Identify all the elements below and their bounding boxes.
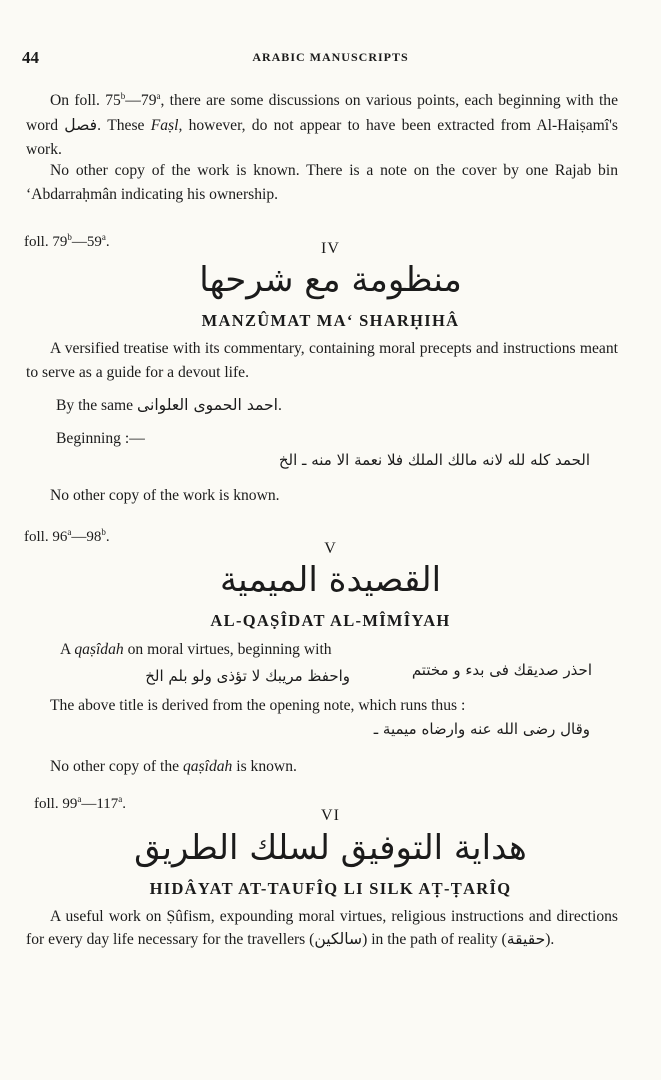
superscript: a <box>156 91 161 101</box>
description-iv: A versified treatise with its commentary, containing moral precepts and instructions meant to serve as a guide for a devout life. <box>26 340 618 381</box>
superscript: a <box>67 527 72 537</box>
arabic-word: سالكين <box>314 930 363 948</box>
text: . <box>122 796 127 812</box>
superscript: b <box>120 91 126 101</box>
text: —79 <box>125 92 157 110</box>
superscript: a <box>118 794 123 804</box>
text: is known. <box>232 758 297 775</box>
text: —98 <box>71 529 102 545</box>
text: By the same <box>56 397 134 414</box>
text: No other copy of the <box>50 758 183 775</box>
beginning-arabic-iv: الحمد كله لله لانه مالك الملك فلا نعمة الا منه ـ الخ <box>278 451 590 469</box>
text: foll. 96 <box>24 529 68 545</box>
text: foll. 79 <box>24 234 68 250</box>
arabic-title-vi: هداية التوفيق لسلك الطريق <box>134 828 527 868</box>
no-copy-note-iv: No other copy of the work is known. <box>50 487 280 504</box>
superscript: b <box>67 232 72 242</box>
page-number: 44 <box>22 48 39 67</box>
text: foll. 99 <box>34 796 78 812</box>
italic-term: qaṣîdah <box>182 758 233 775</box>
superscript: a <box>101 232 106 242</box>
arabic-title-iv: منظومة مع شرحها <box>199 260 462 300</box>
source-note-arabic-v: وقال رضى الله عنه وارضاه ميمية ـ <box>373 720 590 738</box>
superscript: b <box>101 527 106 537</box>
beginning-label-iv: Beginning :— <box>56 430 145 447</box>
section-number-iv: IV <box>321 240 340 257</box>
arabic-word: فصل <box>64 116 98 135</box>
author-line-iv <box>26 393 618 418</box>
intro-paragraph-1 <box>26 84 618 162</box>
no-copy-note-v <box>26 755 618 779</box>
source-note-v: The above title is derived from the opening note, which runs thus : <box>50 697 466 714</box>
text: . <box>105 234 110 250</box>
section-number-v: V <box>324 540 337 557</box>
transliterated-title-vi: HIDÂYAT AT-TAUFÎQ LI SILK AṬ-ṬARÎQ <box>149 879 512 898</box>
text: . <box>105 529 110 545</box>
text: A useful work on Ṣûfism, expounding moral virtues, religious instructions and directions for every day life necessary for the travellers ( <box>26 908 618 948</box>
text: however, do not appear to have been extracted from Al-Haiṣamî's work. <box>26 117 618 159</box>
arabic-word: حقيقة <box>506 930 546 948</box>
superscript: a <box>77 794 82 804</box>
text: . These <box>97 117 151 135</box>
description-vi <box>26 905 618 951</box>
verse-second-hemistich: واحفظ مريبك لا تؤذى ولو بلم الخ <box>145 667 350 685</box>
intro-paragraph-2: No other copy of the work is known. There is a note on the cover by one Rajab bin ʻAbdarraḥmân indicating his ownership. <box>26 162 618 203</box>
transliterated-title-iv: MANZÛMAT MAʻ SHARḤIHÂ <box>201 311 460 330</box>
italic-term: Faṣl, <box>150 117 183 135</box>
transliterated-title-v: AL-QAṢÎDAT AL-MÎMÎYAH <box>210 611 451 630</box>
running-title: ARABIC MANUSCRIPTS <box>252 50 409 64</box>
intro-line-v <box>26 638 618 662</box>
section-number-vi: VI <box>321 807 340 824</box>
arabic-author-name: احمد الحموى العلوانى <box>137 396 279 414</box>
text: —59 <box>71 234 102 250</box>
verse-first-hemistich: احذر صديقك فى بدء و مختتم <box>411 661 592 679</box>
arabic-title-v: القصيدة الميمية <box>219 560 442 600</box>
text: ) in the path of reality ( <box>362 931 507 948</box>
text: on moral virtues, beginning with <box>123 641 332 658</box>
text: , there are some discussions on various points, each beginning with the word <box>26 92 618 135</box>
text: A <box>60 641 75 658</box>
text: —117 <box>81 796 119 812</box>
italic-term: qaṣîdah <box>74 641 124 658</box>
text: On foll. 75 <box>50 92 121 110</box>
text: ). <box>545 931 555 948</box>
text: . <box>278 397 282 414</box>
